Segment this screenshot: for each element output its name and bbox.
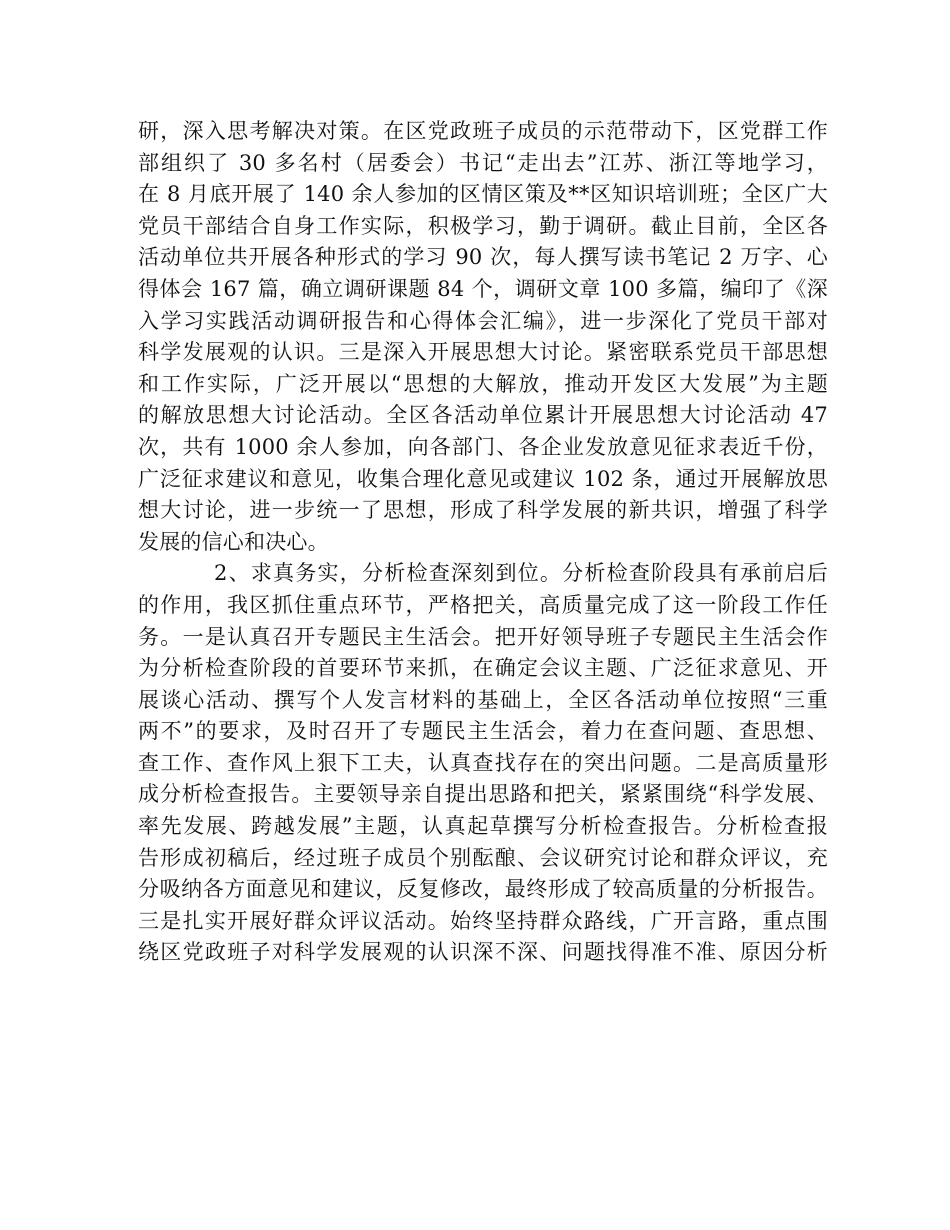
section-heading-line: 2、求真务实，分析检查深刻到位。分析检查阶段具有承前启后: [214, 561, 828, 586]
text-line: 科学发展观的认识。三是深入开展思想大讨论。紧密联系党员干部思想: [138, 340, 828, 365]
text-line: 分吸纳各方面意见和建议，反复修改，最终形成了较高质量的分析报告。: [138, 877, 828, 902]
text-line: 入学习实践活动调研报告和心得体会汇编》，进一步深化了党员干部对: [138, 308, 828, 333]
text-line: 务。一是认真召开专题民主生活会。把开好领导班子专题民主生活会作: [138, 624, 828, 649]
text-line: 想大讨论，进一步统一了思想，形成了科学发展的新共识，增强了科学: [138, 498, 828, 523]
text-line: 党员干部结合自身工作实际，积极学习，勤于调研。截止目前，全区各: [138, 213, 828, 238]
text-line: 发展的信心和决心。: [138, 529, 329, 554]
text-line: 研，深入思考解决对策。在区党政班子成员的示范带动下，区党群工作: [138, 119, 828, 143]
text-line: 告形成初稿后，经过班子成员个别酝酿、会议研究讨论和群众评议，充: [138, 845, 828, 870]
text-line: 成分析检查报告。主要领导亲自提出思路和把关，紧紧围绕“科学发展、: [138, 782, 828, 807]
text-line: 率先发展、跨越发展”主题，认真起草撰写分析检查报告。分析检查报: [138, 814, 828, 839]
text-line: 得体会 167 篇，确立调研课题 84 个，调研文章 100 多篇，编印了《深: [138, 276, 828, 301]
text-line: 在 8 月底开展了 140 余人参加的区情区策及**区知识培训班；全区广大: [138, 182, 828, 207]
text-line: 查工作、查作风上狠下工夫，认真查找存在的突出问题。二是高质量形: [138, 750, 828, 775]
text-line: 部组织了 30 多名村（居委会）书记“走出去”江苏、浙江等地学习，: [138, 150, 828, 175]
text-line: 广泛征求建议和意见，收集合理化意见或建议 102 条，通过开展解放思: [138, 466, 828, 491]
text-line: 绕区党政班子对科学发展观的认识深不深、问题找得准不准、原因分析: [138, 940, 828, 965]
text-line: 的解放思想大讨论活动。全区各活动单位累计开展思想大讨论活动 47: [138, 403, 828, 428]
text-line: 活动单位共开展各种形式的学习 90 次，每人撰写读书笔记 2 万字、心: [138, 245, 828, 270]
body-text: [138, 116, 828, 969]
text-line: 为分析检查阶段的首要环节来抓，在确定会议主题、广泛征求意见、开: [138, 656, 828, 681]
text-line: 三是扎实开展好群众评议活动。始终坚持群众路线，广开言路，重点围: [138, 908, 828, 933]
text-line: 两不”的要求，及时召开了专题民主生活会，着力在查问题、查思想、: [138, 719, 828, 744]
text-line: 次，共有 1000 余人参加，向各部门、各企业发放意见征求表近千份，: [138, 434, 828, 459]
text-line: 和工作实际，广泛开展以“思想的大解放，推动开发区大发展”为主题: [138, 371, 828, 396]
text-line: 的作用，我区抓住重点环节，严格把关，高质量完成了这一阶段工作任: [138, 592, 828, 617]
text-line: 展谈心活动、撰写个人发言材料的基础上，全区各活动单位按照“三重: [138, 687, 828, 712]
